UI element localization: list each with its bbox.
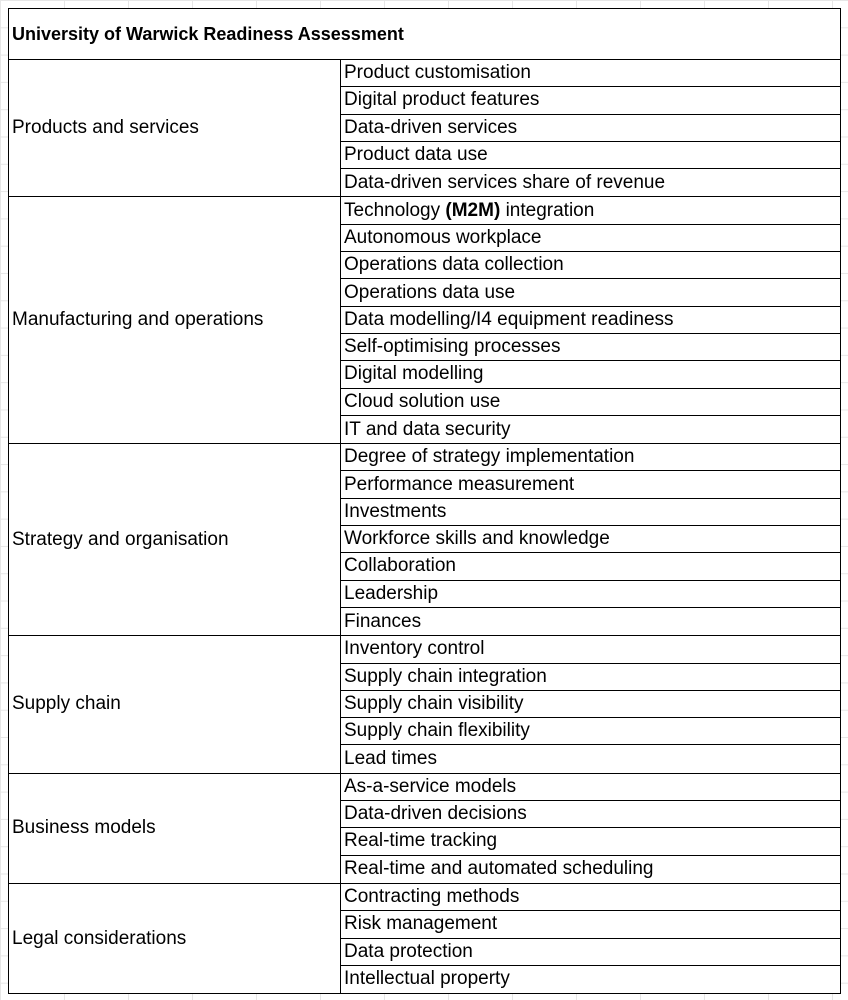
item-cell[interactable]: Inventory control [341, 636, 840, 663]
item-cell[interactable]: Digital modelling [341, 361, 840, 388]
item-cell[interactable]: As-a-service models [341, 774, 840, 801]
item-list [341, 774, 840, 883]
item-cell[interactable]: Workforce skills and knowledge [341, 526, 840, 553]
readiness-table [8, 8, 841, 994]
category-cell[interactable]: Manufacturing and operations [9, 197, 341, 443]
item-cell[interactable]: Cloud solution use [341, 389, 840, 416]
item-cell[interactable]: Contracting methods [341, 884, 840, 911]
item-cell[interactable]: Lead times [344, 748, 437, 770]
category-group [9, 636, 840, 773]
item-cell[interactable]: Degree of strategy implementation [341, 444, 840, 471]
category-cell[interactable]: Legal considerations [9, 884, 341, 993]
item-cell[interactable]: IT and data security [344, 418, 511, 440]
item-cell[interactable]: Investments [341, 499, 840, 526]
category-group [9, 884, 840, 993]
item-list [341, 444, 840, 635]
item-cell[interactable]: Operations data collection [341, 252, 840, 279]
item-list [341, 636, 840, 772]
item-text-bold: (M2M) [445, 199, 501, 221]
item-cell[interactable]: Supply chain visibility [341, 691, 840, 718]
item-list [341, 60, 840, 196]
item-cell[interactable]: Risk management [341, 911, 840, 938]
category-cell[interactable]: Products and services [9, 60, 341, 196]
item-cell[interactable]: Supply chain integration [341, 664, 840, 691]
category-cell[interactable]: Business models [9, 774, 341, 883]
item-cell[interactable]: Intellectual property [344, 968, 510, 990]
item-cell[interactable]: Data-driven services share of revenue [344, 171, 666, 193]
item-cell[interactable]: Data protection [341, 939, 840, 966]
item-list [341, 884, 840, 993]
item-cell[interactable]: Performance measurement [341, 471, 840, 498]
item-cell[interactable]: Self-optimising processes [341, 334, 840, 361]
item-cell[interactable]: Product data use [341, 142, 840, 169]
item-cell[interactable]: Product customisation [341, 60, 840, 87]
category-cell[interactable]: Supply chain [9, 636, 341, 772]
item-cell[interactable]: Real-time tracking [341, 828, 840, 855]
table-body [9, 60, 840, 993]
item-text: integration [500, 199, 595, 221]
item-cell[interactable]: Real-time and automated scheduling [344, 858, 654, 880]
category-group [9, 444, 840, 636]
item-cell[interactable]: Digital product features [341, 87, 840, 114]
item-cell[interactable]: Finances [344, 610, 422, 632]
item-cell[interactable]: Data-driven decisions [341, 801, 840, 828]
category-cell[interactable]: Strategy and organisation [9, 444, 341, 635]
item-cell[interactable]: Collaboration [341, 553, 840, 580]
item-cell[interactable]: Operations data use [341, 279, 840, 306]
category-group [9, 774, 840, 884]
item-list [341, 197, 840, 443]
category-group [9, 197, 840, 444]
item-cell[interactable] [341, 197, 840, 224]
item-cell[interactable]: Data-driven services [341, 115, 840, 142]
item-cell[interactable]: Supply chain flexibility [341, 718, 840, 745]
table-title: University of Warwick Readiness Assessment [9, 9, 840, 60]
category-group [9, 60, 840, 197]
item-text: Technology [344, 199, 446, 221]
item-cell[interactable]: Data modelling/I4 equipment readiness [341, 307, 840, 334]
item-cell[interactable]: Leadership [341, 581, 840, 608]
item-cell[interactable]: Autonomous workplace [341, 225, 840, 252]
